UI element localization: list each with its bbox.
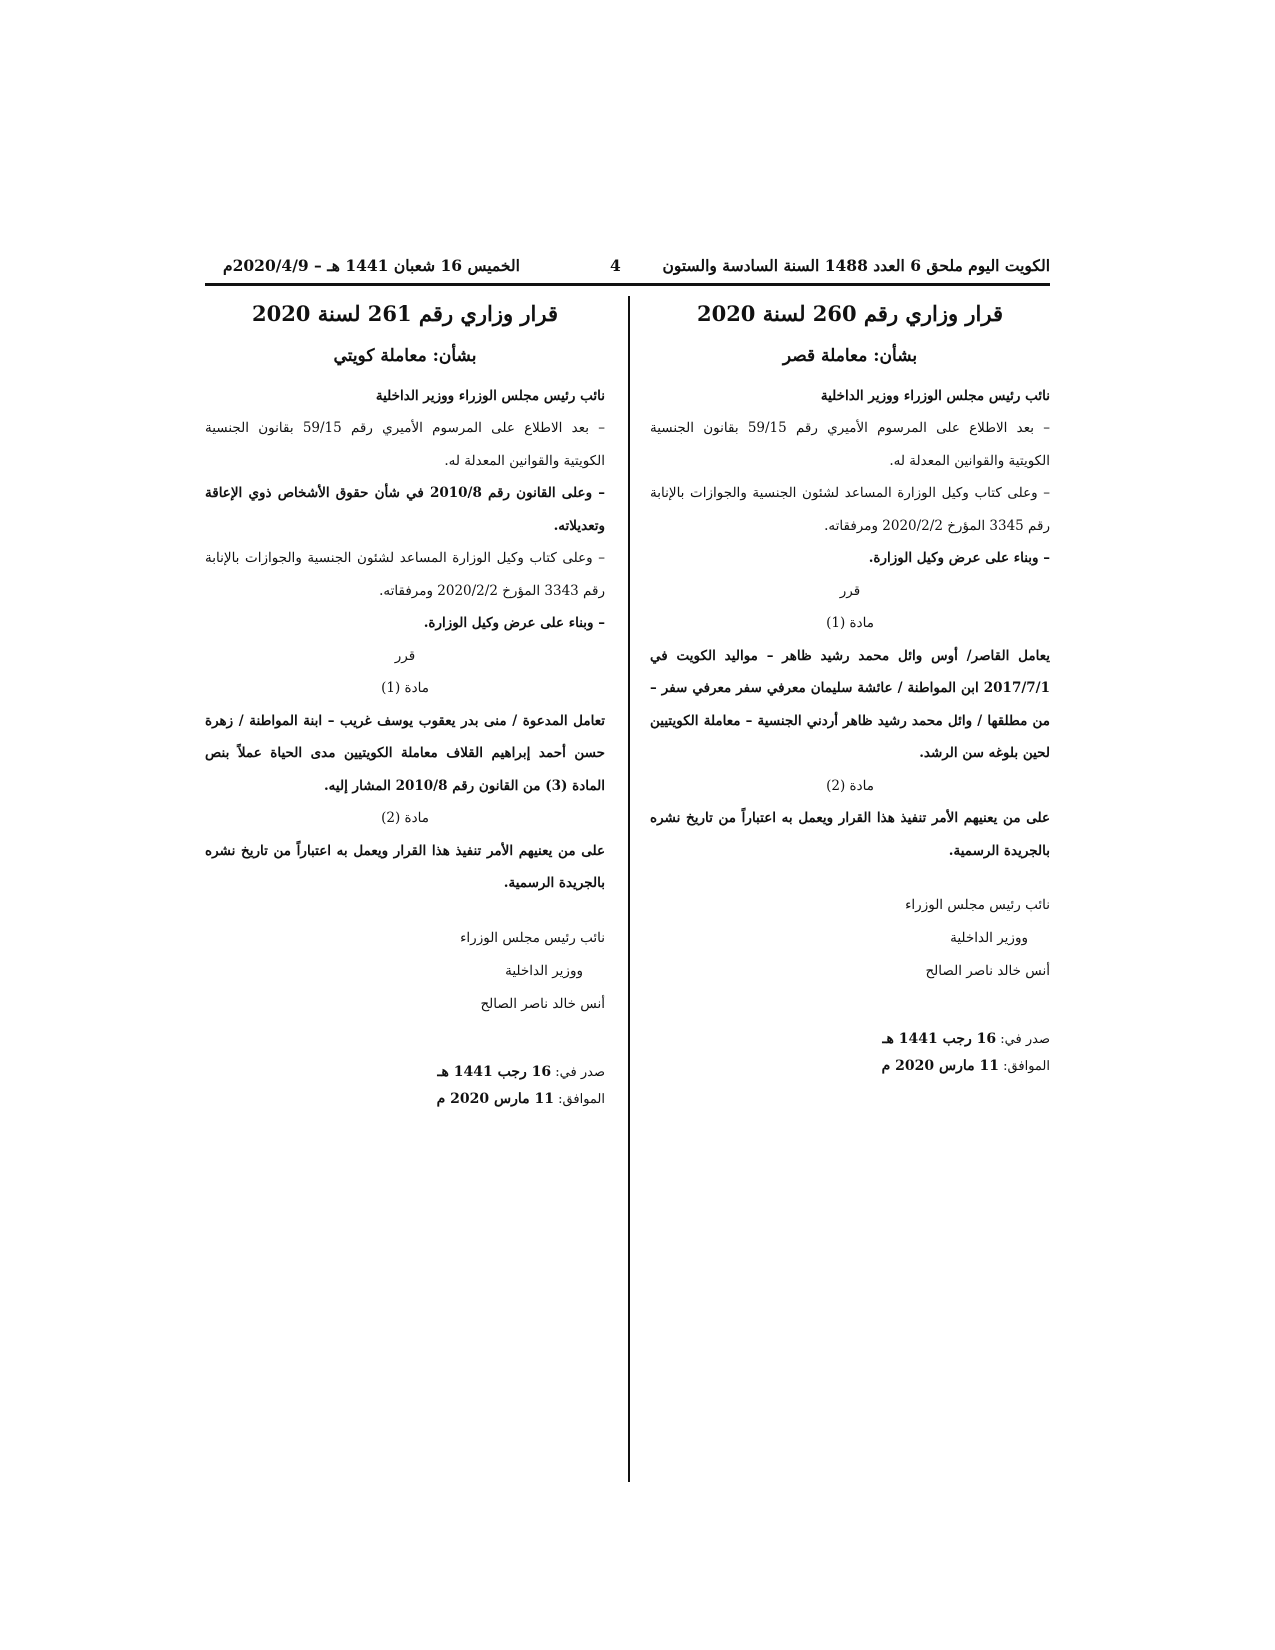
recital: – وعلى كتاب وكيل الوزارة المساعد لشئون الجنسية والجوازات بالإنابة رقم 3343 المؤرخ 2020/2/2 ومرفقاته. <box>205 550 605 599</box>
article-1-text: تعامل المدعوة / منى بدر يعقوب يوسف غريب – ابنة المواطنة / زهرة حسن أحمد إبراهيم القلاف معاملة الكويتيين مدى الحياة عملاً بنص المادة (3) من القانون رقم 2010/8 المشار إليه. <box>205 712 605 794</box>
decree-title: قرار وزاري رقم 260 لسنة 2020 <box>696 301 1004 326</box>
article-1-heading: مادة (1) <box>381 680 429 696</box>
spacer <box>650 988 1050 1026</box>
corresponding-label: الموافق: <box>1003 1059 1050 1074</box>
issued-label: صدر في: <box>1000 1032 1050 1047</box>
decided-word: قرر <box>394 647 416 664</box>
recital: – وعلى كتاب وكيل الوزارة المساعد لشئون الجنسية والجوازات بالإنابة رقم 3345 المؤرخ 2020/2/2 ومرفقاته. <box>650 485 1050 534</box>
signature-name: أنس خالد ناصر الصالح <box>480 995 605 1012</box>
decree-title: قرار وزاري رقم 261 لسنة 2020 <box>251 301 559 326</box>
recital: – وعلى القانون رقم 2010/8 في شأن حقوق الأشخاص ذوي الإعاقة وتعديلاته. <box>205 485 606 534</box>
signature-name: أنس خالد ناصر الصالح <box>925 963 1050 979</box>
article-1-heading: مادة (1) <box>826 615 874 631</box>
page-number: 4 <box>610 256 621 275</box>
article-2-heading: مادة (2) <box>826 777 874 794</box>
article-1-text: يعامل القاصر/ أوس وائل محمد رشيد ظاهر – مواليد الكويت في 2017/7/1 ابن المواطنة / عائشة سليمان معرفي سفر معرفي سفر – من مطلقها / وائل محمد رشيد ظاهر أردني الجنسية – معاملة الكويتيين لحين بلوغه سن الرشد. <box>650 647 1050 761</box>
decree-issuer: نائب رئيس مجلس الوزراء ووزير الداخلية <box>375 388 605 404</box>
decree-261 <box>205 296 605 1113</box>
decided-word: قرر <box>839 582 861 599</box>
spacer <box>205 1021 605 1059</box>
signature-title: نائب رئيس مجلس الوزراء <box>905 897 1050 913</box>
signature-title: نائب رئيس مجلس الوزراء <box>460 929 605 946</box>
article-2-heading: مادة (2) <box>381 810 429 826</box>
column-divider <box>628 296 630 1482</box>
header-publication: الكويت اليوم ملحق 6 العدد 1488 السنة السادسة والستون <box>662 256 1050 275</box>
signature-ministry: ووزير الداخلية <box>505 962 583 979</box>
decree-subject: بشأن: معاملة قصر <box>782 346 918 366</box>
issued-value: 16 رجب 1441 هـ <box>882 1031 997 1047</box>
corresponding-value: 11 مارس 2020 م <box>436 1090 554 1107</box>
recital: – وبناء على عرض وكيل الوزارة. <box>868 550 1050 566</box>
issued-value: 16 رجب 1441 هـ <box>437 1063 552 1080</box>
recital: – بعد الاطلاع على المرسوم الأميري رقم 59/15 بقانون الجنسية الكويتية والقوانين المعدلة له. <box>205 420 605 469</box>
recital: – بعد الاطلاع على المرسوم الأميري رقم 59/15 بقانون الجنسية الكويتية والقوانين المعدلة له. <box>650 420 1050 469</box>
corresponding-date <box>650 1053 1050 1080</box>
decree-260 <box>650 296 1050 1080</box>
signature-ministry: ووزير الداخلية <box>950 930 1028 946</box>
decree-subject: بشأن: معاملة كويتي <box>333 346 477 366</box>
decree-issuer: نائب رئيس مجلس الوزراء ووزير الداخلية <box>820 388 1050 404</box>
issued-date <box>205 1059 605 1086</box>
corresponding-date <box>205 1086 605 1113</box>
spacer <box>650 867 1050 889</box>
header-date: الخميس 16 شعبان 1441 هـ – 2020/4/9م <box>223 256 520 275</box>
recital: – وبناء على عرض وكيل الوزارة. <box>423 615 605 631</box>
corresponding-value: 11 مارس 2020 م <box>881 1058 999 1074</box>
issued-date <box>650 1026 1050 1053</box>
corresponding-label: الموافق: <box>558 1091 605 1107</box>
spacer <box>205 900 605 922</box>
page-header <box>205 252 1050 280</box>
article-2-text: على من يعنيهم الأمر تنفيذ هذا القرار ويعمل به اعتباراً من تاريخ نشره بالجريدة الرسمية. <box>650 810 1050 859</box>
article-2-text: على من يعنيهم الأمر تنفيذ هذا القرار ويعمل به اعتباراً من تاريخ نشره بالجريدة الرسمية. <box>205 842 605 891</box>
header-rule <box>205 283 1050 286</box>
issued-label: صدر في: <box>555 1064 605 1080</box>
